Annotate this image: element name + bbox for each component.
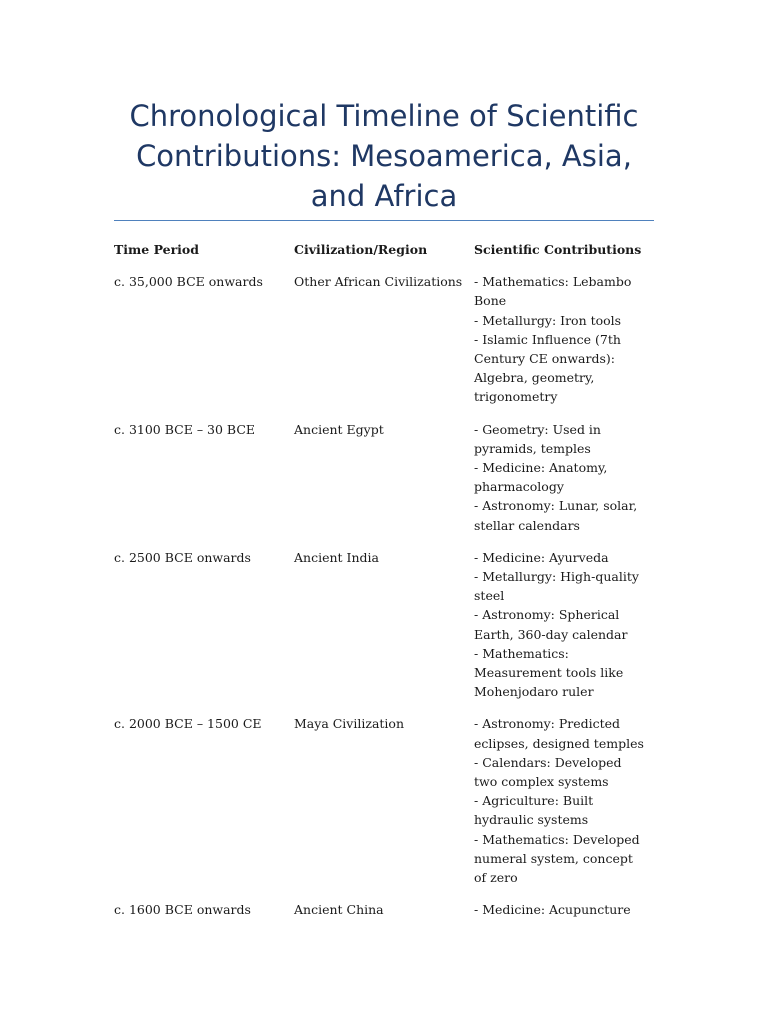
contribution-item: - Astronomy: Predicted eclipses, designed temples [474, 716, 644, 751]
time-period-cell: c. 1600 BCE onwards [114, 902, 251, 918]
header-civilization: Civilization/Region [294, 242, 428, 257]
contribution-item: - Mathematics: Developed numeral system, concept of zero [474, 831, 640, 886]
timeline-table [114, 240, 654, 933]
contributions-cell [474, 548, 644, 702]
contribution-item: - Metallurgy: Iron tools [474, 312, 622, 328]
table-row [114, 272, 654, 406]
header-contributions: Scientific Contributions [474, 242, 642, 257]
contributions-cell [474, 420, 644, 535]
contribution-item: - Mathematics: Measurement tools like Mohenjodaro ruler [474, 645, 624, 700]
table-row [114, 548, 654, 702]
table-row [114, 900, 654, 919]
contributions-cell [474, 272, 644, 406]
contribution-item: - Astronomy: Lunar, solar, stellar calendars [474, 498, 638, 533]
contribution-item: - Agriculture: Built hydraulic systems [474, 793, 594, 828]
contribution-item: - Medicine: Acupuncture [474, 902, 631, 918]
contribution-item: - Islamic Influence (7th Century CE onwards): Algebra, geometry, trigonometry [474, 331, 621, 405]
contribution-item: - Metallurgy: High-quality steel [474, 569, 639, 604]
civilization-cell: Other African Civilizations [294, 274, 463, 290]
page-title: Chronological Timeline of Scientific Contributions: Mesoamerica, Asia, and Africa [129, 99, 639, 213]
time-period-cell: c. 35,000 BCE onwards [114, 274, 263, 290]
contribution-item: - Geometry: Used in pyramids, temples [474, 421, 601, 456]
contributions-cell [474, 900, 644, 919]
contribution-item: - Medicine: Ayurveda [474, 549, 609, 565]
time-period-cell: c. 2000 BCE – 1500 CE [114, 716, 262, 732]
contributions-cell [474, 714, 644, 887]
table-row [114, 420, 654, 535]
time-period-cell: c. 3100 BCE – 30 BCE [114, 421, 256, 437]
header-time-period: Time Period [114, 242, 200, 257]
time-period-cell: c. 2500 BCE onwards [114, 549, 251, 565]
civilization-cell: Ancient Egypt [294, 421, 384, 437]
contribution-item: - Astronomy: Spherical Earth, 360-day calendar [474, 607, 628, 642]
civilization-cell: Ancient China [294, 902, 384, 918]
table-row [114, 714, 654, 887]
contribution-item: - Medicine: Anatomy, pharmacology [474, 460, 608, 495]
civilization-cell: Ancient India [294, 549, 379, 565]
contribution-item: - Mathematics: Lebambo Bone [474, 274, 632, 309]
table-header-row [114, 240, 654, 259]
title-divider [114, 220, 654, 221]
contribution-item: - Calendars: Developed two complex systems [474, 754, 622, 790]
civilization-cell: Maya Civilization [294, 716, 404, 732]
